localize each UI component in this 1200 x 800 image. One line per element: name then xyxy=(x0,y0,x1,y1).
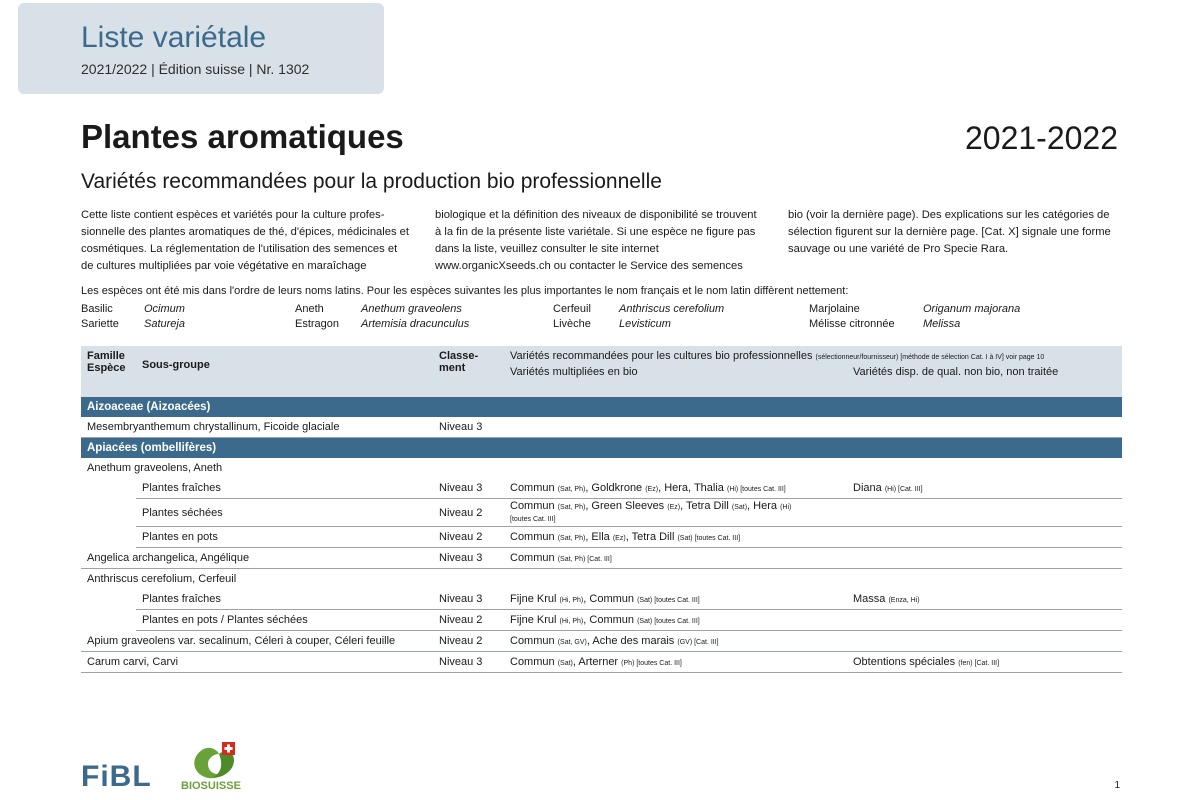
list-title: Liste variétale xyxy=(81,21,267,54)
species-fr: Estragon xyxy=(295,318,340,330)
header-classement: Classe- ment xyxy=(433,346,504,397)
species-fr: Sariette xyxy=(81,318,119,330)
table-row: Plantes fraîches Niveau 3 Commun (Sat, Ph), Goldkrone (Ez), Hera, Thalia (Hi) [toutes Cat. III] Diana (Hi) [Cat. III] xyxy=(81,478,1122,499)
species-la: Ocimum xyxy=(144,303,185,315)
species-la: Levisticum xyxy=(619,318,671,330)
header-nonbio: Variétés disp. de qual. non bio, non traitée xyxy=(853,366,1059,378)
table-row: Plantes en pots / Plantes séchées Niveau 2 Fijne Krul (Hi, Ph), Commun (Sat) [toutes Cat. III] xyxy=(81,610,1122,631)
species-la: Anethum graveolens xyxy=(361,303,462,315)
edition-info: 2021/2022 | Édition suisse | Nr. 1302 xyxy=(81,61,310,77)
species-fr: Cerfeuil xyxy=(553,303,591,315)
species-la: Artemisia dracunculus xyxy=(361,318,470,330)
biosuisse-text: BIOSUISSE xyxy=(181,780,241,792)
page-year: 2021-2022 xyxy=(964,120,1118,156)
edition-header-box xyxy=(18,3,384,94)
varieties-table xyxy=(81,346,1122,673)
page-number: 1 xyxy=(1114,780,1120,791)
species-fr: Livèche xyxy=(553,318,591,330)
species-fr: Aneth xyxy=(295,303,324,315)
intro-col-3: bio (voir la dernière page). Des explications sur les catégories de sélection figurent sur la dernière page. [Cat. X] signale une forme sauvage ou une variété de Pro Specie Rara. xyxy=(788,209,1111,255)
family-row: Apiacées (ombellifères) xyxy=(81,438,1122,459)
species-la: Satureja xyxy=(144,318,185,330)
species-fr: Mélisse citronnée xyxy=(809,318,895,330)
table-row: Carum carvi, Carvi Niveau 3 Commun (Sat), Arterner (Ph) [toutes Cat. III] Obtentions spéciales (fen) [Cat. III] xyxy=(81,652,1122,673)
header-sousgroupe: Sous-groupe xyxy=(136,346,433,397)
table-row: Apium graveolens var. secalinum, Céleri à couper, Céleri feuille Niveau 2 Commun (Sat, GV), Ache des marais (GV) [Cat. III] xyxy=(81,631,1122,652)
biosuisse-logo xyxy=(178,740,258,795)
table-row: Plantes en pots Niveau 2 Commun (Sat, Ph), Ella (Ez), Tetra Dill (Sat) [toutes Cat. III] xyxy=(81,527,1122,548)
header-bio: Variétés multipliées en bio xyxy=(510,366,638,378)
family-row: Aizoaceae (Aizoacées) xyxy=(81,397,1122,417)
species-fr: Basilic xyxy=(81,303,113,315)
table-row: Mesembryanthemum chrystallinum, Ficoide glaciale Niveau 3 xyxy=(81,417,1122,438)
species-la: Melissa xyxy=(923,318,961,330)
fibl-logo: FiBL xyxy=(81,760,152,793)
header-famille: Famille Espèce xyxy=(81,346,136,397)
header-recommended: Variétés recommandées pour les cultures bio professionnelles (sélectionneur/fournisseur) [méthode de sélection Cat. I à IV] voir page 10 Variétés multipliées en bio Variétés disp. de qual. non bio, non traitée xyxy=(504,346,1122,397)
table-row: Anthriscus cerefolium, Cerfeuil xyxy=(87,573,237,585)
page-title: Plantes aromatiques xyxy=(81,118,404,155)
species-note: Les espèces ont été mis dans l'ordre de leurs noms latins. Pour les espèces suivantes les plus importantes le nom français et le nom latin diffèrent nettement: xyxy=(81,285,849,297)
table-row: Plantes séchées Niveau 2 Commun (Sat, Ph), Green Sleeves (Ez), Tetra Dill (Sat), Hera (Hi) [toutes Cat. III] xyxy=(81,499,1122,527)
intro-col-2: biologique et la définition des niveaux de disponibilité se trouvent à la fin de la présente liste variétale. Si une espèce ne figure pas dans la liste, veuillez consulter le site internet www.organicXseeds.ch ou contacter le Service des semences xyxy=(435,209,757,272)
intro-col-1: Cette liste contient espèces et variétés pour la culture professionnelle des plantes aromatiques de thé, d'épices, médicinales et cosmétiques. La réglementation de l'utilisation des semences et de cultures multipliées par voie végétative en maraîchage xyxy=(81,209,410,272)
species-la: Anthriscus cerefolium xyxy=(619,303,725,315)
species-fr: Marjolaine xyxy=(809,303,860,315)
species-la: Origanum majorana xyxy=(923,303,1021,315)
table-row: Angelica archangelica, Angélique Niveau 3 Commun (Sat, Ph) [Cat. III] xyxy=(81,548,1122,569)
table-row: Plantes fraîches Niveau 3 Fijne Krul (Hi, Ph), Commun (Sat) [toutes Cat. III] Massa (Enza, Hi) xyxy=(81,589,1122,610)
table-header xyxy=(81,346,1122,397)
table-row: Anethum graveolens, Aneth xyxy=(87,462,223,474)
page-subtitle: Variétés recommandées pour la production bio professionnelle xyxy=(81,170,662,193)
